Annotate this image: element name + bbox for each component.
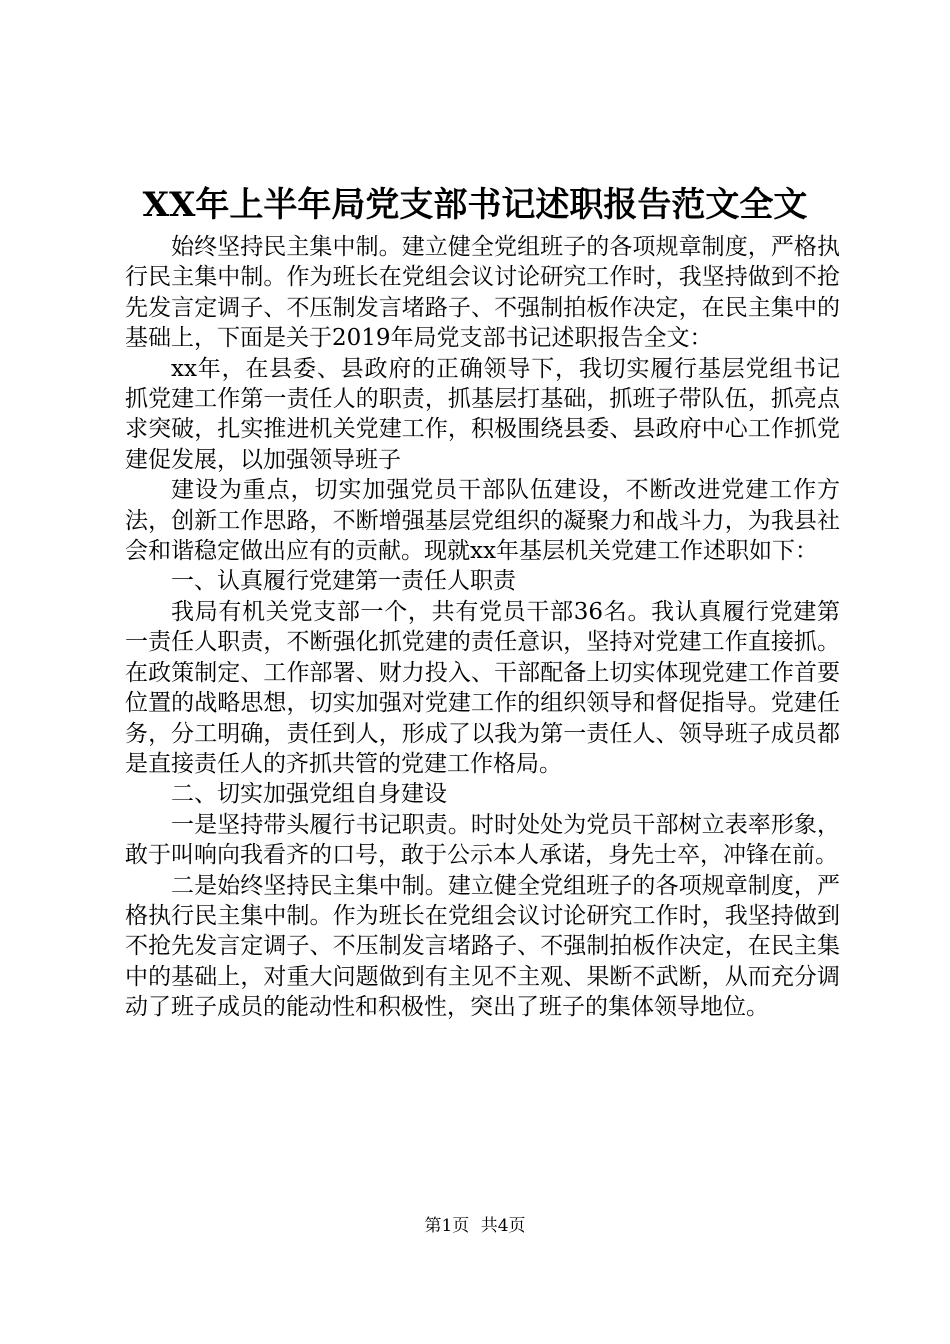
document-title: XX年上半年局党支部书记述职报告范文全文 (142, 185, 808, 225)
paragraph: 一是坚持带头履行书记职责。时时处处为党员干部树立表率形象，敢于叫响向我看齐的口号，敢于公示本人承诺，身先士卒，冲锋在前。 (125, 811, 840, 869)
page-footer (0, 1214, 950, 1238)
section-heading: 二、切实加强党组自身建设 (171, 781, 447, 808)
paragraph: 二是始终坚持民主集中制。建立健全党组班子的各项规章制度，严格执行民主集中制。作为班长在党组会议讨论研究工作时，我坚持做到不抢先发言定调子、不压制发言堵路子、不强制拍板作决定，在民主集中的基础上，对重大问题做到有主见不主观、果断不武断，从而充分调动了班子成员的能动性和积极性，突出了班子的集体领导地位。 (125, 872, 840, 1021)
section-heading: 一、认真履行党建第一责任人职责 (171, 568, 516, 595)
paragraph-intro: 始终坚持民主集中制。建立健全党组班子的各项规章制度，严格执行民主集中制。作为班长在党组会议讨论研究工作时，我坚持做到不抢先发言定调子、不压制发言堵路子、不强制拍板作决定，在民主集中的基础上，下面是关于2019年局党支部书记述职报告全文： (125, 234, 840, 352)
paragraph: 建设为重点，切实加强党员干部队伍建设，不断改进党建工作方法，创新工作思路，不断增强基层党组织的凝聚力和战斗力，为我县社会和谐稳定做出应有的贡献。现就xx年基层机关党建工作述职如下： (125, 477, 840, 565)
page-total: 共4页 (480, 1216, 526, 1236)
paragraph: 我局有机关党支部一个，共有党员干部36名。我认真履行党建第一责任人职责，不断强化抓党建的责任意识，坚持对党建工作直接抓。在政策制定、工作部署、财力投入、干部配备上切实体现党建工作首要位置的战略思想，切实加强对党建工作的组织领导和督促指导。党建任务，分工明确，责任到人，形成了以我为第一责任人、领导班子成员都是直接责任人的齐抓共管的党建工作格局。 (125, 598, 840, 777)
document-body (125, 232, 840, 1023)
paragraph: xx年，在县委、县政府的正确领导下，我切实履行基层党组书记抓党建工作第一责任人的职责，抓基层打基础，抓班子带队伍，抓亮点求突破，扎实推进机关党建工作，积极围绕县委、县政府中心工作抓党建促发展，以加强领导班子 (125, 355, 840, 473)
page-number: 第1页 (424, 1216, 470, 1236)
